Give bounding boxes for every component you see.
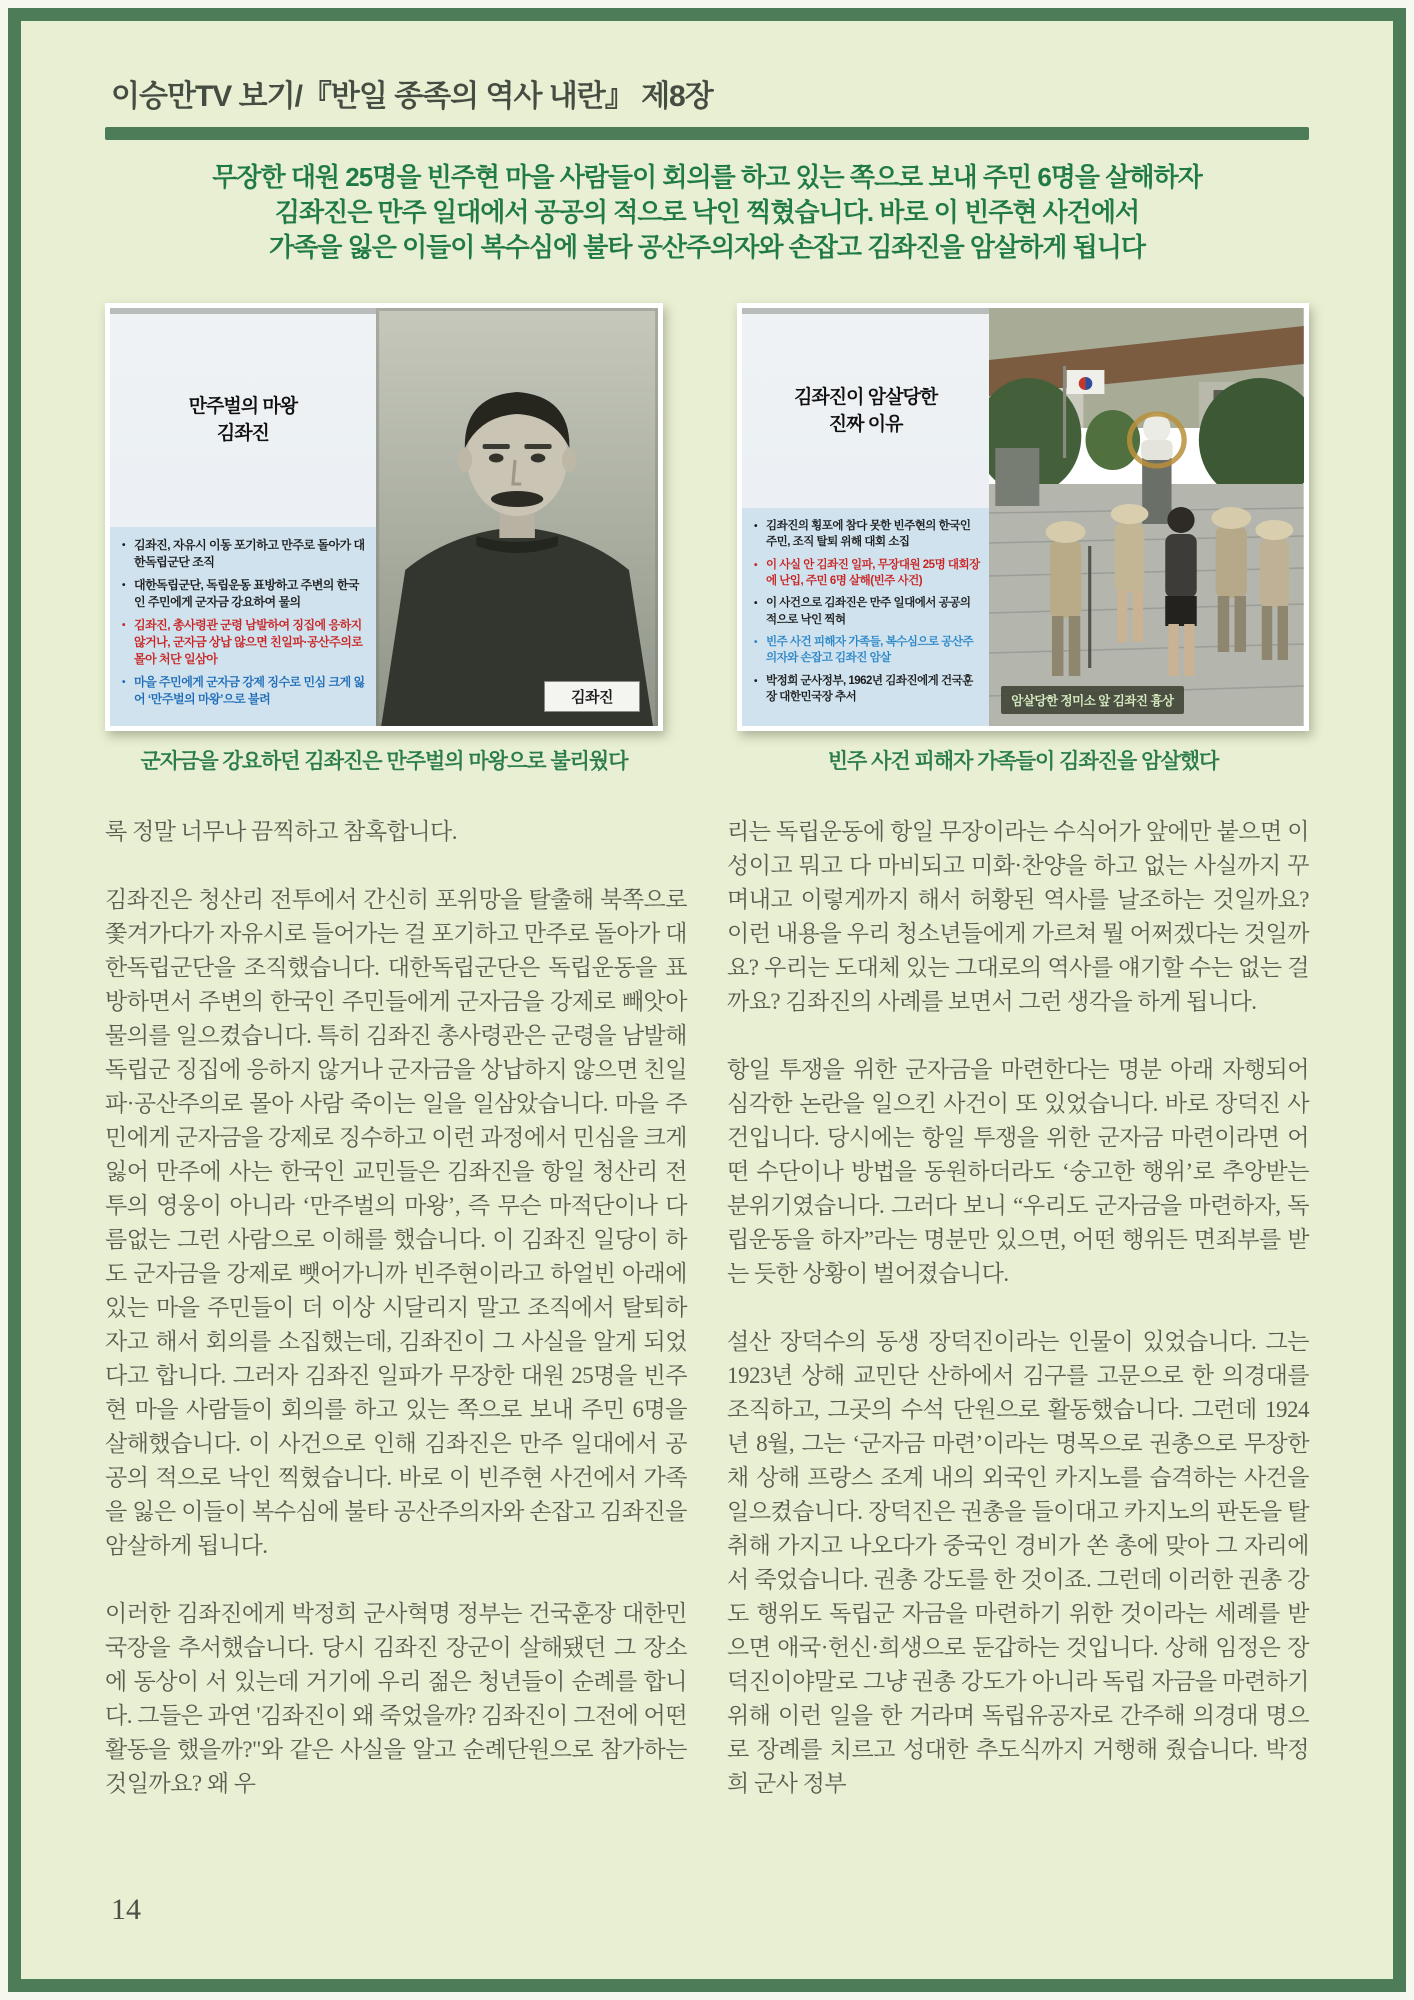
slide-bullet: • 빈주 사건 피해자 가족들, 복수심으로 공산주의자와 손잡고 김좌진 암살 xyxy=(754,634,981,667)
body-paragraph: 록 정말 너무나 끔찍하고 참혹합니다. xyxy=(105,819,458,844)
photo-label: 김좌진 xyxy=(544,681,640,712)
figure-left-block xyxy=(105,303,663,775)
slide-assassination xyxy=(742,308,989,726)
photo-label: 암살당한 정미소 앞 김좌진 흉상 xyxy=(1001,686,1183,714)
figure-right-caption: 빈주 사건 피해자 가족들이 김좌진을 암살했다 xyxy=(827,750,1219,773)
slide-bullet-list xyxy=(742,508,989,726)
page-number: 14 xyxy=(111,1893,141,1926)
body-paragraph: 김좌진은 청산리 전투에서 간신히 포위망을 탈출해 북쪽으로 쫓겨가다가 자유시로 들어가는 걸 포기하고 만주로 돌아가 대한독립군단을 조직했습니다. 대한독립군단은 독립운동을 표방하면서 주변의 한국인 주민들에게 군자금을 강제로 빼앗아 물의를 일으켰습니다. 특히 김좌진 총사령관은 군령을 남발해 독립군 징집에 응하지 않거나 군자금을 상납하지 않으면 친일파·공산주의로 몰아 사람 죽이는 일을 일삼았습니다. 마을 주민에게 군자금을 강제로 징수하고 이런 과정에서 민심을 크게 잃어 만주에 사는 한국인 교민들은 김좌진을 항일 청산리 전투의 영웅이 아니라 ‘만주벌의 마왕’, 즉 무슨 마적단이나 다름없는 그런 사람으로 이해를 했습니다. 이 김좌진 일당이 하도 군자금을 강제로 뺏어가니까 빈주현이라고 하얼빈 아래에 있는 마을 주민들이 더 이상 시달리지 말고 조직에서 탈퇴하자고 해서 회의를 소집했는데, 김좌진이 그 사실을 알게 되었다고 합니다. 그러자 김좌진 일파가 무장한 대원 25명을 빈주현 마을 사람들이 회의를 하고 있는 쪽으로 보내 주민 6명을 살해했습니다. 이 사건으로 인해 김좌진은 만주 일대에서 공공의 적으로 낙인 찍혔습니다. 바로 이 빈주현 사건에서 가족을 잃은 이들이 복수심에 불타 공산주의자와 손잡고 김좌진을 암살하게 됩니다. xyxy=(105,887,687,1558)
slide-bullet: • 박정희 군사정부, 1962년 김좌진에게 건국훈장 대한민국장 추서 xyxy=(754,673,981,706)
slide-bullet: • 김좌진, 총사령관 군령 남발하여 징집에 응하지 않거나, 군자금 상납 않으면 친일파·공산주의로 몰아 처단 일삼아 xyxy=(122,617,368,668)
slide-bullet-list xyxy=(110,527,376,726)
figure-left-frame xyxy=(105,303,663,731)
subtitle-line: 가족을 잃은 이들이 복수심에 불타 공산주의자와 손잡고 김좌진을 암살하게 됩니다 xyxy=(269,232,1145,262)
slide-bullet: • 이 사건으로 김좌진은 만주 일대에서 공공의 적으로 낙인 찍혀 xyxy=(754,595,981,628)
body-column-right xyxy=(727,815,1309,1835)
body-paragraph: 리는 독립운동에 항일 무장이라는 수식어가 앞에만 붙으면 이성이고 뭐고 다 마비되고 미화·찬양을 하고 없는 사실까지 꾸며내고 이렇게까지 해서 허황된 역사를 날조하는 것일까요? 이런 내용을 우리 청소년들에게 가르쳐 뭘 어쩌겠다는 것일까요? 우리는 도대체 있는 그대로의 역사를 얘기할 수는 없는 걸까요? 김좌진의 사례를 보면서 그런 생각을 하게 됩니다. xyxy=(727,819,1309,1014)
subtitle-line: 무장한 대원 25명을 빈주현 마을 사람들이 회의를 하고 있는 쪽으로 보내 주민 6명을 살해하자 xyxy=(212,162,1202,192)
magazine-page xyxy=(8,8,1406,1992)
body-column-left xyxy=(105,815,687,1835)
body-paragraph: 항일 투쟁을 위한 군자금을 마련한다는 명분 아래 자행되어 심각한 논란을 일으킨 사건이 또 있었습니다. 바로 장덕진 사건입니다. 당시에는 항일 투쟁을 위한 군자금 마련이라면 어떤 수단이나 방법을 동원하더라도 ‘숭고한 행위’로 추앙받는 분위기였습니다. 그러다 보니 “우리도 군자금을 마련하자, 독립운동을 하자”라는 명분만 있으면, 어떤 행위든 면죄부를 받는 듯한 상황이 벌어졌습니다. xyxy=(727,1057,1309,1286)
slide-bullet: • 김좌진의 횡포에 참다 못한 빈주현의 한국인 주민, 조직 탈퇴 위해 대회 소집 xyxy=(754,518,981,551)
body-paragraph: 이러한 김좌진에게 박정희 군사혁명 정부는 건국훈장 대한민국장을 추서했습니다. 당시 김좌진 장군이 살해됐던 그 장소에 동상이 서 있는데 거기에 우리 젊은 청년들이 순례를 합니다. 그들은 과연 '김좌진이 왜 죽었을까? 김좌진이 그전에 어떤 활동을 했을까?"와 같은 사실을 알고 순례단원으로 참가하는 것일까요? 왜 우 xyxy=(105,1601,687,1796)
slide-bullet: • 대한독립군단, 독립운동 표방하고 주변의 한국인 주민에게 군자금 강요하여 물의 xyxy=(122,577,368,611)
figure-right-image xyxy=(742,308,1304,726)
kim-jwajin-portrait-photo xyxy=(376,308,658,726)
slide-title: 김좌진이 암살당한 진짜 이유 xyxy=(794,387,938,435)
figure-row xyxy=(105,303,1309,775)
bust-site-photo xyxy=(989,308,1304,726)
slide-bullet: • 이 사실 안 김좌진 일파, 무장대원 25명 대회장에 난입, 주민 6명 살해(빈주 사건) xyxy=(754,557,981,590)
slide-manjubeol xyxy=(110,308,376,726)
slide-title: 만주벌의 마왕 김좌진 xyxy=(188,396,298,445)
subtitle-line: 김좌진은 만주 일대에서 공공의 적으로 낙인 찍혔습니다. 바로 이 빈주현 사건에서 xyxy=(274,197,1140,227)
figure-right-frame xyxy=(737,303,1309,731)
page-title: 이승만TV 보기/『반일 종족의 역사 내란』 제8장 xyxy=(111,80,713,113)
slide-title-area xyxy=(110,314,376,527)
article-body xyxy=(105,815,1309,1835)
slide-title-area xyxy=(742,314,989,508)
slide-bullet: • 마을 주민에게 군자금 강제 징수로 민심 크게 잃어 ‘만주벌의 마왕’으로 불려 xyxy=(122,674,368,708)
portrait-illustration xyxy=(376,308,658,726)
title-divider-bar xyxy=(105,127,1309,140)
body-paragraph: 설산 장덕수의 동생 장덕진이라는 인물이 있었습니다. 그는 1923년 상해 교민단 산하에서 김구를 고문으로 한 의경대를 조직하고, 그곳의 수석 단원으로 활동했습니다. 그런데 1924년 8월, 그는 ‘군자금 마련’이라는 명목으로 권총으로 무장한 채 상해 프랑스 조계 내의 외국인 카지노를 습격하는 사건을 일으켰습니다. 장덕진은 권총을 들이대고 카지노의 판돈을 탈취해 가지고 나오다가 중국인 경비가 쏜 총에 맞아 그 자리에서 죽었습니다. 권총 강도를 한 것이죠. 그런데 이러한 권총 강도 행위도 독립군 자금을 마련하기 위한 것이라는 세례를 받으면 애국·헌신·희생으로 둔갑하는 것입니다. 상해 임정은 장덕진이야말로 그냥 권총 강도가 아니라 독립 자금을 마련하기 위해 이런 일을 한 거라며 독립유공자로 간주해 의경대 명으로 장례를 치르고 성대한 추도식까지 거행해 줬습니다. 박정희 군사 정부 xyxy=(727,1329,1309,1796)
lead-subtitle xyxy=(105,160,1309,265)
bust-site-illustration xyxy=(989,308,1304,726)
figure-right-block xyxy=(737,303,1309,775)
figure-left-caption: 군자금을 강요하던 김좌진은 만주벌의 마왕으로 불리웠다 xyxy=(140,750,628,773)
figure-left-image xyxy=(110,308,658,726)
slide-bullet: • 김좌진, 자유시 이동 포기하고 만주로 돌아가 대한독립군단 조직 xyxy=(122,537,368,571)
